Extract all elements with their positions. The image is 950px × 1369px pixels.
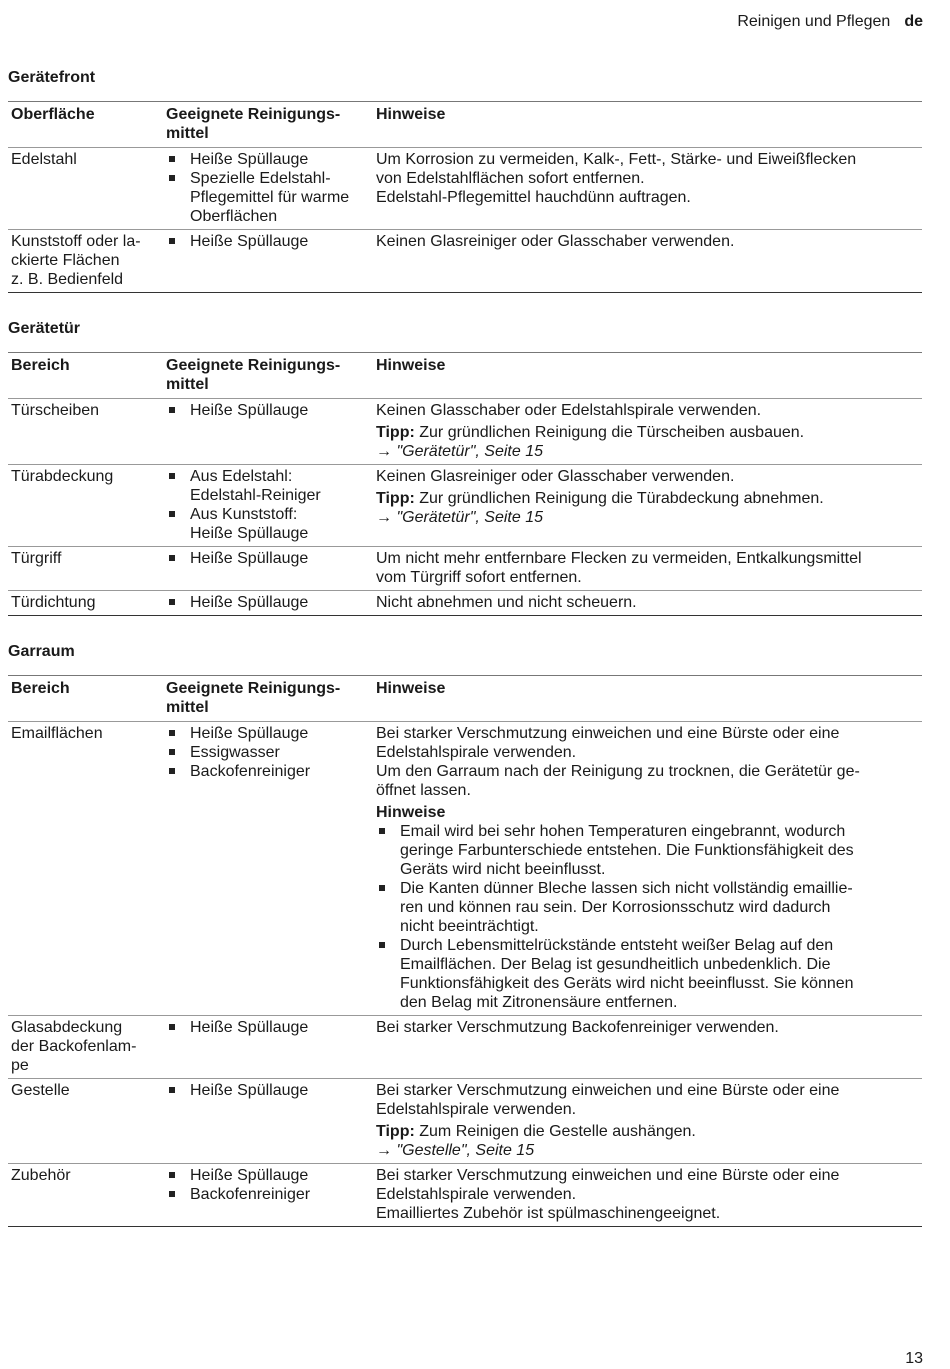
column-header: Hinweise — [376, 680, 446, 697]
note-text: Bei starker Verschmutzung einweichen und eine Bürste oder eine Edelstahlspirale verwenden. — [376, 1082, 840, 1118]
agents-list — [166, 549, 370, 568]
table-header — [8, 676, 922, 722]
cleaning-table — [8, 101, 922, 293]
tip-label: Tipp: — [376, 1123, 415, 1140]
running-header — [737, 12, 923, 31]
column-header: Oberfläche — [11, 106, 95, 123]
agent-item: Backofenreiniger — [166, 1185, 370, 1204]
note-text: Keinen Glasschaber oder Edelstahlspirale verwenden. — [376, 402, 762, 419]
area-cell: Emailflächen — [11, 725, 103, 742]
agents-cell — [163, 148, 373, 230]
agents-cell — [163, 1079, 373, 1164]
hinweis-item: Email wird bei sehr hohen Temperaturen eingebrannt, wodurch geringe Farbunterschiede entstehen. Die Funktionsfähigkeit des Geräts wird nicht beeinflusst. — [376, 822, 919, 879]
table-row — [8, 148, 922, 230]
cleaning-tables — [8, 68, 922, 1253]
cross-reference-link[interactable]: → "Gestelle", Seite 15 — [376, 1142, 535, 1159]
area-cell: Türscheiben — [11, 402, 100, 419]
tip-body: Zum Reinigen die Gestelle aushängen. — [414, 1123, 696, 1140]
agent-item: Heiße Spüllauge — [166, 150, 370, 169]
agent-item: Essigwasser — [166, 743, 370, 762]
agents-cell — [163, 1016, 373, 1079]
agent-item: Heiße Spüllauge — [166, 1018, 370, 1037]
table-row — [8, 465, 922, 547]
area-cell: Zubehör — [11, 1167, 71, 1184]
table-row — [8, 1164, 922, 1227]
section-title: Gerätetür — [8, 320, 81, 337]
notes-cell — [373, 399, 922, 465]
agents-cell — [163, 1164, 373, 1227]
cross-reference-link[interactable]: → "Gerätetür", Seite 15 — [376, 443, 543, 460]
agents-list — [166, 467, 370, 543]
note-text: Bei starker Verschmutzung einweichen und eine Bürste oder eine Edelstahlspirale verwenden. Um den Garraum nach der Reinigung zu trocknen, die Gerätetür ge- öffnet lassen. — [376, 725, 860, 799]
tip-body: Zur gründlichen Reinigung die Türscheiben ausbauen. — [414, 424, 805, 441]
table-body — [8, 722, 922, 1227]
header-row — [8, 353, 922, 399]
table-row — [8, 230, 922, 293]
agents-cell — [163, 399, 373, 465]
agents-list — [166, 1081, 370, 1100]
tip-text — [376, 423, 919, 442]
column-header: Bereich — [11, 357, 70, 374]
table-body — [8, 148, 922, 293]
section-title: Garraum — [8, 643, 75, 660]
tip-label: Tipp: — [376, 424, 415, 441]
note-text: Nicht abnehmen und nicht scheuern. — [376, 594, 637, 611]
column-header: Bereich — [11, 680, 70, 697]
table-header — [8, 102, 922, 148]
area-cell: Glasabdeckung der Backofenlam- pe — [11, 1019, 137, 1074]
agents-cell — [163, 547, 373, 591]
language-code: de — [904, 13, 923, 30]
agent-item: Heiße Spüllauge — [166, 549, 370, 568]
table-row — [8, 722, 922, 1016]
area-cell: Türabdeckung — [11, 468, 114, 485]
note-text: Um Korrosion zu vermeiden, Kalk-, Fett-, Stärke- und Eiweißflecken von Edelstahlflächen sofort entfernen. Edelstahl-Pflegemittel hauchdünn auftragen. — [376, 151, 857, 206]
agents-list — [166, 724, 370, 781]
chapter-title: Reinigen und Pflegen — [737, 13, 891, 30]
agent-item: Backofenreiniger — [166, 762, 370, 781]
agents-list — [166, 1018, 370, 1037]
agents-list — [166, 401, 370, 420]
agents-list — [166, 150, 370, 226]
agents-cell — [163, 465, 373, 547]
header-row — [8, 102, 922, 148]
area-cell: Edelstahl — [11, 151, 77, 168]
cross-reference-link[interactable]: → "Gerätetür", Seite 15 — [376, 509, 543, 526]
note-text: Bei starker Verschmutzung Backofenreiniger verwenden. — [376, 1019, 779, 1036]
agents-list — [166, 593, 370, 612]
agent-item: Heiße Spüllauge — [166, 232, 370, 251]
hinweis-item: Durch Lebensmittelrückstände entsteht weißer Belag auf den Emailflächen. Der Belag ist gesundheitlich unbedenklich. Die Funktionsfähigkeit des Geräts wird nicht beeinflusst. Sie können den Belag mit Zitronensäure entfernen. — [376, 936, 919, 1012]
table-row — [8, 547, 922, 591]
agent-item: Heiße Spüllauge — [166, 593, 370, 612]
notes-cell — [373, 230, 922, 293]
notes-cell — [373, 148, 922, 230]
tip-text — [376, 1122, 919, 1141]
agents-list — [166, 1166, 370, 1204]
area-cell: Gestelle — [11, 1082, 70, 1099]
agents-list — [166, 232, 370, 251]
cleaning-table — [8, 675, 922, 1227]
table-header — [8, 353, 922, 399]
hinweis-item: Die Kanten dünner Bleche lassen sich nicht vollständig emaillie- ren und können rau sein. Der Korrosionsschutz wird dadurch nicht beeinträchtigt. — [376, 879, 919, 936]
hinweise-list — [376, 822, 919, 1012]
notes-cell — [373, 465, 922, 547]
agent-item: Heiße Spüllauge — [166, 401, 370, 420]
agent-item: Heiße Spüllauge — [166, 724, 370, 743]
notes-cell — [373, 1164, 922, 1227]
table-row — [8, 591, 922, 616]
cleaning-table — [8, 352, 922, 616]
tip-body: Zur gründlichen Reinigung die Türabdeckung abnehmen. — [414, 490, 824, 507]
note-text: Um nicht mehr entfernbare Flecken zu vermeiden, Entkalkungsmittel vom Türgriff sofort entfernen. — [376, 550, 862, 586]
agent-item: Heiße Spüllauge — [166, 1081, 370, 1100]
column-header: Geeignete Reinigungs- mittel — [166, 106, 341, 142]
tip-text — [376, 489, 919, 508]
agent-item: Aus Edelstahl: Edelstahl-Reiniger — [166, 467, 370, 505]
page-number: 13 — [905, 1350, 923, 1367]
notes-cell — [373, 1016, 922, 1079]
area-cell: Türgriff — [11, 550, 62, 567]
table-row — [8, 399, 922, 465]
table-body — [8, 399, 922, 616]
agent-item: Heiße Spüllauge — [166, 1166, 370, 1185]
notes-cell — [373, 1079, 922, 1164]
notes-cell — [373, 722, 922, 1016]
column-header: Geeignete Reinigungs- mittel — [166, 357, 341, 393]
header-row — [8, 676, 922, 722]
area-cell: Türdichtung — [11, 594, 96, 611]
table-row — [8, 1016, 922, 1079]
note-text: Keinen Glasreiniger oder Glasschaber verwenden. — [376, 468, 735, 485]
note-text: Keinen Glasreiniger oder Glasschaber verwenden. — [376, 233, 735, 250]
tip-label: Tipp: — [376, 490, 415, 507]
section-title: Gerätefront — [8, 69, 96, 86]
column-header: Hinweise — [376, 106, 446, 123]
hinweise-heading: Hinweise — [376, 804, 446, 821]
note-text: Bei starker Verschmutzung einweichen und eine Bürste oder eine Edelstahlspirale verwenden. Emailliertes Zubehör ist spülmaschinengeeignet. — [376, 1167, 840, 1222]
notes-cell — [373, 547, 922, 591]
column-header: Geeignete Reinigungs- mittel — [166, 680, 341, 716]
agents-cell — [163, 722, 373, 1016]
column-header: Hinweise — [376, 357, 446, 374]
agents-cell — [163, 230, 373, 293]
table-row — [8, 1079, 922, 1164]
notes-cell — [373, 591, 922, 616]
area-cell: Kunststoff oder la- ckierte Flächen z. B. Bedienfeld — [11, 233, 141, 288]
agent-item: Spezielle Edelstahl- Pflegemittel für warme Oberflächen — [166, 169, 370, 226]
agents-cell — [163, 591, 373, 616]
agent-item: Aus Kunststoff: Heiße Spüllauge — [166, 505, 370, 543]
